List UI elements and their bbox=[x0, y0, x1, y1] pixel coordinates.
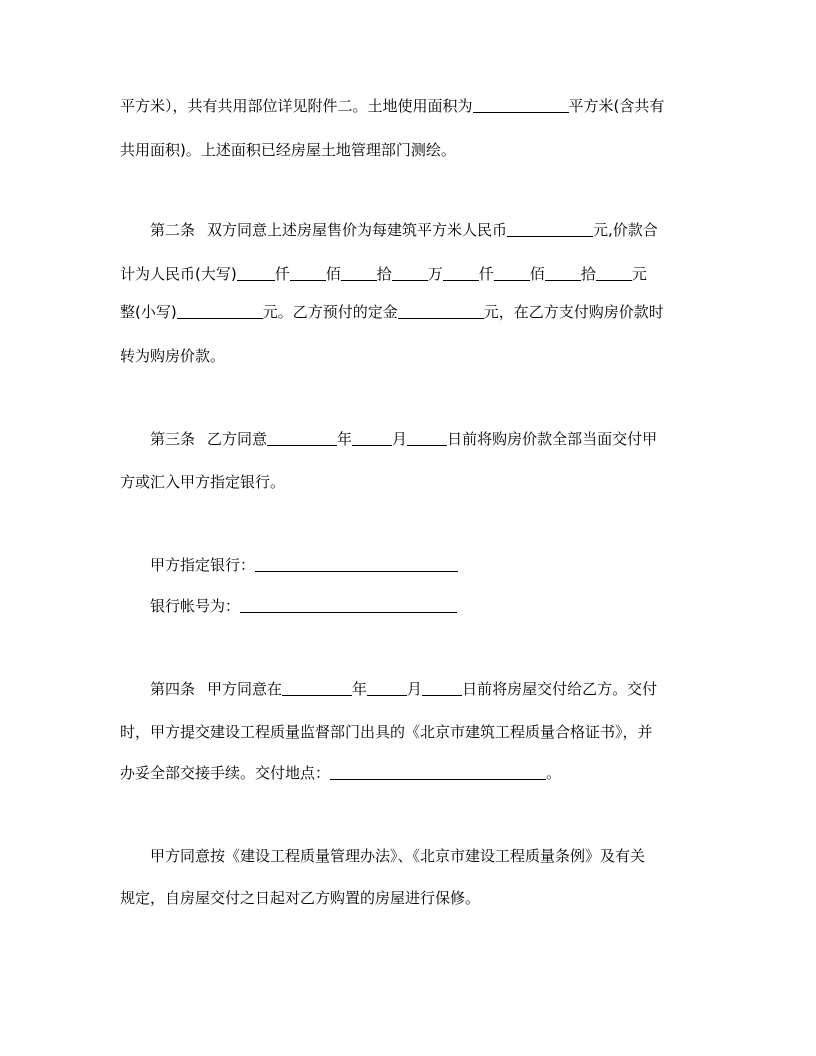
text: 甲方同意在 bbox=[207, 680, 283, 698]
amount-lowercase-blank[interactable] bbox=[177, 302, 263, 319]
text: 日前将购房价款全部当面交付甲 bbox=[447, 430, 658, 448]
text: 双方同意上述房屋售价为每建筑平方米人民币 bbox=[207, 221, 508, 239]
text: 仟 bbox=[274, 265, 290, 283]
article3-line-1 bbox=[150, 429, 696, 449]
text: 日前将房屋交付给乙方。交付 bbox=[462, 680, 658, 698]
text: 办妥全部交接手续。交付地点： bbox=[120, 764, 331, 782]
article4-heading: 第四条 bbox=[150, 680, 196, 698]
bank-account-line bbox=[150, 596, 696, 616]
article1-line-1 bbox=[120, 96, 696, 116]
text: 拾 bbox=[376, 265, 392, 283]
text: 年 bbox=[337, 430, 353, 448]
text: 月 bbox=[407, 680, 423, 698]
article1-line-2: 共用面积)。上述面积已经房屋土地管理部门测绘。 bbox=[120, 141, 456, 159]
unit-price-blank[interactable] bbox=[507, 220, 593, 237]
text: 乙方同意 bbox=[207, 430, 268, 448]
article2-line-4: 转为购房价款。 bbox=[120, 347, 226, 365]
text: 计为人民币(大写) bbox=[120, 265, 237, 283]
article4-line-3 bbox=[120, 763, 696, 783]
delivery-location-blank[interactable] bbox=[330, 763, 546, 780]
deposit-blank[interactable] bbox=[398, 302, 484, 319]
text: 万 bbox=[427, 265, 443, 283]
text: 年 bbox=[352, 680, 368, 698]
text: 。 bbox=[546, 764, 562, 782]
warranty-line-1: 甲方同意按《建设工程质量管理办法》、《北京市建设工程质量条例》及有关 bbox=[150, 847, 646, 865]
article3-line-2: 方或汇入甲方指定银行。 bbox=[120, 473, 286, 491]
article3-heading: 第三条 bbox=[150, 430, 196, 448]
land-area-blank[interactable] bbox=[473, 96, 569, 113]
year-blank[interactable] bbox=[282, 679, 352, 696]
text: 平方米(含共有 bbox=[568, 97, 665, 115]
text: 佰 bbox=[529, 265, 545, 283]
text: 元 bbox=[631, 265, 647, 283]
article2-line-3 bbox=[120, 302, 696, 322]
article2-heading: 第二条 bbox=[150, 221, 196, 239]
bank-account-blank[interactable] bbox=[240, 596, 457, 613]
year-blank[interactable] bbox=[267, 429, 337, 446]
amount-blank[interactable] bbox=[341, 264, 377, 281]
day-blank[interactable] bbox=[407, 429, 447, 446]
amount-blank[interactable] bbox=[545, 264, 581, 281]
amount-blank[interactable] bbox=[290, 264, 326, 281]
text: 拾 bbox=[580, 265, 596, 283]
warranty-line-2: 规定，自房屋交付之日起对乙方购置的房屋进行保修。 bbox=[120, 889, 481, 907]
text: 佰 bbox=[325, 265, 341, 283]
amount-blank[interactable] bbox=[392, 264, 428, 281]
bank-account-label: 银行帐号为： bbox=[150, 597, 241, 615]
text: 元,价款合 bbox=[593, 221, 658, 239]
article2-line-1 bbox=[150, 220, 696, 240]
bank-name-label: 甲方指定银行： bbox=[150, 556, 256, 574]
month-blank[interactable] bbox=[352, 429, 392, 446]
month-blank[interactable] bbox=[367, 679, 407, 696]
bank-name-blank[interactable] bbox=[255, 555, 458, 572]
day-blank[interactable] bbox=[422, 679, 462, 696]
article4-line-1 bbox=[150, 679, 696, 699]
bank-name-line bbox=[150, 555, 696, 575]
article4-line-2: 时，甲方提交建设工程质量监督部门出具的《北京市建筑工程质量合格证书》，并 bbox=[120, 723, 653, 741]
text: 元，在乙方支付购房价款时 bbox=[483, 303, 664, 321]
amount-blank[interactable] bbox=[596, 264, 632, 281]
amount-blank[interactable] bbox=[443, 264, 479, 281]
text: 仟 bbox=[478, 265, 494, 283]
article2-line-2 bbox=[120, 264, 696, 284]
amount-blank[interactable] bbox=[237, 264, 275, 281]
text: 月 bbox=[392, 430, 408, 448]
text: 平方米），共有共用部位详见附件二。土地使用面积为 bbox=[120, 97, 473, 115]
text: 元。乙方预付的定金 bbox=[262, 303, 398, 321]
amount-blank[interactable] bbox=[494, 264, 530, 281]
text: 整(小写) bbox=[120, 303, 177, 321]
